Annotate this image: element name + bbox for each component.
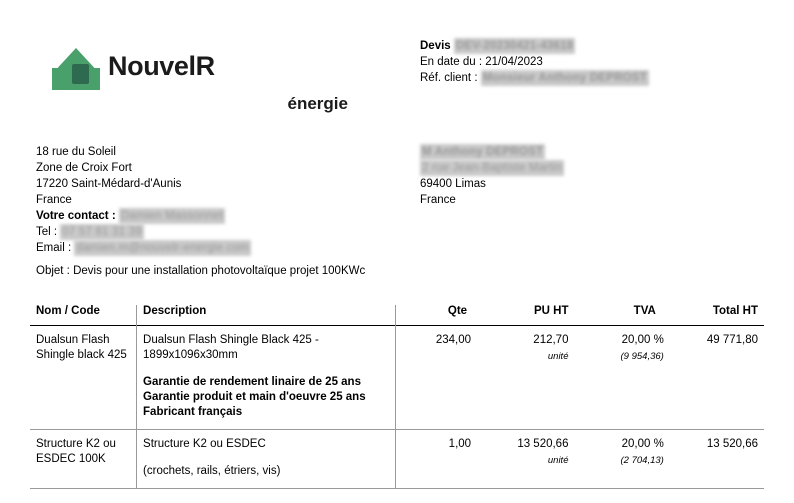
sender-address [36,144,366,256]
cell-name: Structure K2 ou ESDEC 100K [30,430,137,489]
sender-line-1: 18 rue du Soleil [36,146,116,158]
quote-number-redacted: DEV-20230421-43618 [455,40,574,52]
vat-amount: (9 954,36) [620,351,664,362]
desc-main: Dualsun Flash Shingle Black 425 - 1899x1096x30mm [143,334,319,361]
recipient-street-line [420,160,720,176]
cell-qty: 234,00 [435,334,472,346]
desc-main: Structure K2 ou ESDEC [143,438,266,450]
cell-qty: 1,00 [448,438,472,450]
header-unit-price: PU HT [533,305,569,317]
recipient-name-redacted: M Anthony DEPROST [422,146,544,158]
logo-subtitle: énergie [287,94,348,113]
recipient-street-redacted: 2 rue Jean-Baptiste Martin [422,162,563,175]
desc-warranty-1: Garantie de rendement linaire de 25 ans [143,376,361,388]
quote-number-line [420,38,649,54]
recipient-address [420,144,720,208]
tel-redacted: 07 57 81 31 39 [62,226,142,239]
recipient-city: 69400 Limas [420,178,486,191]
vat-rate: 20,00 % [621,438,664,450]
unit-label: unité [547,455,569,466]
vat-rate: 20,00 % [621,334,664,346]
cell-total: 13 520,66 [706,438,758,450]
email-label: Email : [36,242,72,255]
desc-warranty-3: Fabricant français [143,406,243,418]
cell-description [137,326,396,430]
header-vat: TVA [633,305,656,317]
cell-name: Dualsun Flash Shingle black 425 [30,326,137,430]
quote-header [420,38,649,86]
table-body [30,326,764,489]
header-name: Nom / Code [30,305,137,326]
recipient-country: France [420,194,456,207]
table-head [30,305,764,326]
tel-label: Tel : [36,226,58,239]
cell-description [137,430,396,489]
cell-unit-price [477,430,574,489]
client-ref-label: Réf. client : [420,72,478,85]
quote-label: Devis [420,40,451,53]
client-ref-redacted: Monsieur Anthony DEPROST [482,72,647,85]
cell-unit-price [477,326,574,430]
unit-label: unité [547,351,569,362]
cell-vat [574,430,669,489]
logo-wordmark: NouvelR [108,50,215,81]
sender-contact-line [36,208,366,224]
sender-line-3: 17220 Saint-Médard-d'Aunis [36,178,182,190]
email-redacted: damien.m@nouvelr-energie.com [76,242,249,255]
cell-vat [574,326,669,430]
cell-total: 49 771,80 [706,334,758,346]
contact-name-redacted: Damien Massonnet [120,210,224,222]
company-logo [52,42,352,114]
contact-label: Votre contact : [36,210,116,223]
table-row [30,430,764,489]
header-qty: Qte [447,305,468,317]
desc-detail: (crochets, rails, étriers, vis) [143,465,281,477]
desc-warranty-2: Garantie produit et main d'oeuvre 25 ans [143,391,366,403]
house-leaf-icon [52,42,100,90]
sender-line-4: France [36,194,72,206]
object-line: Objet : Devis pour une installation photovoltaïque projet 100KWc [36,265,366,277]
logo-row [52,42,352,90]
sender-tel-line [36,224,366,240]
quote-date: En date du : 21/04/2023 [420,56,543,69]
recipient-name-line [420,144,720,160]
table-header-row [30,305,764,326]
sender-line-2: Zone de Croix Fort [36,162,132,174]
unit-price-value: 13 520,66 [517,438,569,450]
client-ref-line [420,70,649,86]
header-total: Total HT [712,305,758,317]
header-description: Description [137,305,396,326]
vat-amount: (2 704,13) [620,455,664,466]
line-items-table [30,305,764,489]
sender-email-line [36,240,366,256]
unit-price-value: 212,70 [533,334,569,346]
table-row [30,326,764,430]
